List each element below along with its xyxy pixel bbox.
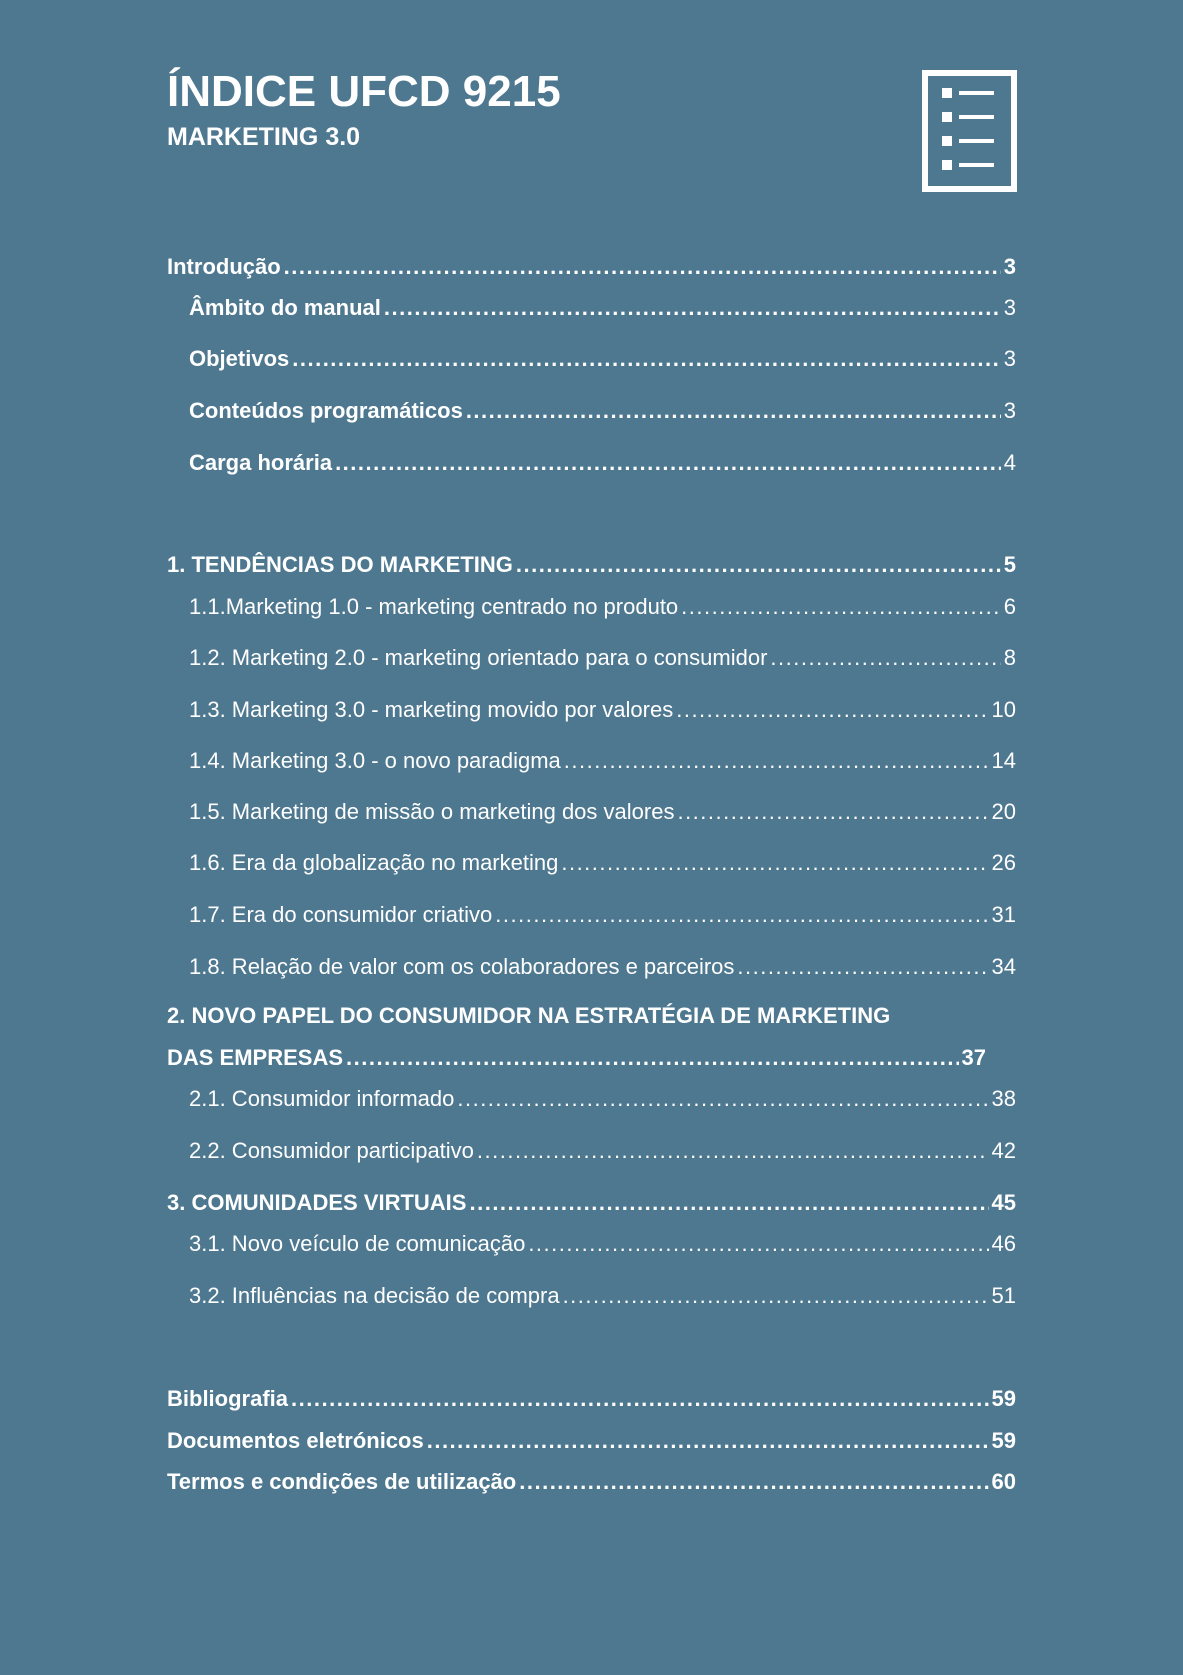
toc-entry-page: 14 [991,748,1016,773]
toc-entry-label: 1.8. Relação de valor com os colaboradores e parceiros [189,954,735,979]
toc-entry-label: 2.2. Consumidor participativo [189,1138,474,1163]
dot-leader [519,1471,988,1493]
toc-entry-chapter-2-line1[interactable]: 2. NOVO PAPEL DO CONSUMIDOR NA ESTRATÉGIA DE MARKETING [167,1003,891,1028]
toc-entry-1-4[interactable] [189,750,1016,772]
toc-entry-page: 3 [1003,346,1016,371]
toc-entry-documentos-eletronicos[interactable] [167,1430,1016,1452]
toc-entry-label: 3.2. Influências na decisão de compra [189,1283,560,1308]
toc-entry-label: Âmbito do manual [189,295,381,320]
toc-entry-label: Objetivos [189,346,290,371]
toc-entry-label: Carga horária [189,450,333,475]
toc-entry-label: 1.2. Marketing 2.0 - marketing orientado para o consumidor [189,645,768,670]
toc-entry-page: 60 [991,1469,1016,1494]
toc-entry-3-2[interactable] [189,1285,1016,1307]
toc-entry-label: 1. TENDÊNCIAS DO MARKETING [167,552,513,577]
dot-leader [384,297,1001,319]
toc-entry-label: Termos e condições de utilização [167,1469,517,1494]
toc-entry-label: 3.1. Novo veículo de comunicação [189,1231,526,1256]
dot-leader [676,699,988,721]
toc-entry-label: Conteúdos programáticos [189,398,463,423]
toc-entry-label: Introdução [167,254,281,279]
dot-leader [495,904,988,926]
toc-entry-termos-condicoes[interactable] [167,1471,1016,1493]
toc-entry-label: 1.5. Marketing de missão o marketing dos valores [189,799,675,824]
dot-leader [516,554,1001,576]
toc-entry-label: 1.4. Marketing 3.0 - o novo paradigma [189,748,561,773]
page-subtitle: MARKETING 3.0 [167,123,361,151]
toc-entry-label: 2.1. Consumidor informado [189,1086,455,1111]
toc-entry-page: 31 [991,902,1016,927]
dot-leader [528,1233,988,1255]
toc-entry-page: 3 [1003,295,1016,320]
dot-leader [681,596,1001,618]
toc-entry-1-3[interactable] [189,699,1016,721]
dot-leader [466,400,1001,422]
toc-entry-introducao[interactable] [167,256,1016,278]
toc-entry-page: 59 [991,1386,1016,1411]
dot-leader [292,348,1001,370]
toc-entry-objetivos[interactable] [189,348,1016,370]
toc-entry-1-8[interactable] [189,956,1016,978]
toc-entry-page: 45 [991,1190,1016,1215]
toc-entry-2-2[interactable] [189,1140,1016,1162]
toc-entry-page: 8 [1003,645,1016,670]
dot-leader [677,801,988,823]
dot-leader [564,750,989,772]
toc-entry-page: 3 [1003,254,1016,279]
toc-entry-page: 26 [991,850,1016,875]
toc-entry-page: 59 [991,1428,1016,1453]
toc-entry-conteudos[interactable] [189,400,1016,422]
toc-entry-page: 3 [1003,398,1016,423]
toc-entry-2-1[interactable] [189,1088,1016,1110]
dot-leader [427,1430,989,1452]
dot-leader [291,1388,989,1410]
toc-entry-1-6[interactable] [189,852,1016,874]
toc-entry-chapter-1[interactable] [167,554,1016,576]
toc-entry-label: 1.7. Era do consumidor criativo [189,902,493,927]
toc-entry-page: 6 [1003,594,1016,619]
toc-entry-1-7[interactable] [189,904,1016,926]
dot-leader [335,452,1001,474]
toc-entry-1-5[interactable] [189,801,1016,823]
toc-entry-label: Bibliografia [167,1386,289,1411]
toc-entry-3-1[interactable] [189,1233,1016,1255]
toc-entry-label: 1.1.Marketing 1.0 - marketing centrado no produto [189,594,679,619]
toc-entry-page: 51 [991,1283,1016,1308]
dot-leader [563,1285,989,1307]
toc-entry-label: 1.3. Marketing 3.0 - marketing movido por valores [189,697,674,722]
toc-entry-label: 1.6. Era da globalização no marketing [189,850,559,875]
page-title: ÍNDICE UFCD 9215 [167,67,561,116]
dot-leader [737,956,988,978]
toc-entry-bibliografia[interactable] [167,1388,1016,1410]
toc-entry-1-1[interactable] [189,596,1016,618]
toc-entry-page: 42 [991,1138,1016,1163]
toc-entry-page: 38 [991,1086,1016,1111]
dot-leader [477,1140,989,1162]
dot-leader [561,852,988,874]
toc-entry-carga-horaria[interactable] [189,452,1016,474]
toc-entry-page: 5 [1003,552,1016,577]
toc-entry-chapter-2[interactable] [167,1047,986,1069]
toc-entry-page: 46 [991,1231,1016,1256]
toc-entry-ambito[interactable] [189,297,1016,319]
toc-entry-label: DAS EMPRESAS [167,1045,344,1070]
toc-entry-page: 10 [991,697,1016,722]
toc-entry-chapter-3[interactable] [167,1192,1016,1214]
dot-leader [770,647,1000,669]
toc-entry-page: 34 [991,954,1016,979]
dot-leader [457,1088,988,1110]
dot-leader [469,1192,988,1214]
toc-entry-page: 4 [1003,450,1016,475]
toc-entry-page: 37 [961,1045,986,1070]
dot-leader [346,1047,958,1069]
dot-leader [284,256,1001,278]
toc-entry-label: 3. COMUNIDADES VIRTUAIS [167,1190,467,1215]
toc-entry-1-2[interactable] [189,647,1016,669]
toc-entry-label: Documentos eletrónicos [167,1428,424,1453]
toc-entry-page: 20 [991,799,1016,824]
